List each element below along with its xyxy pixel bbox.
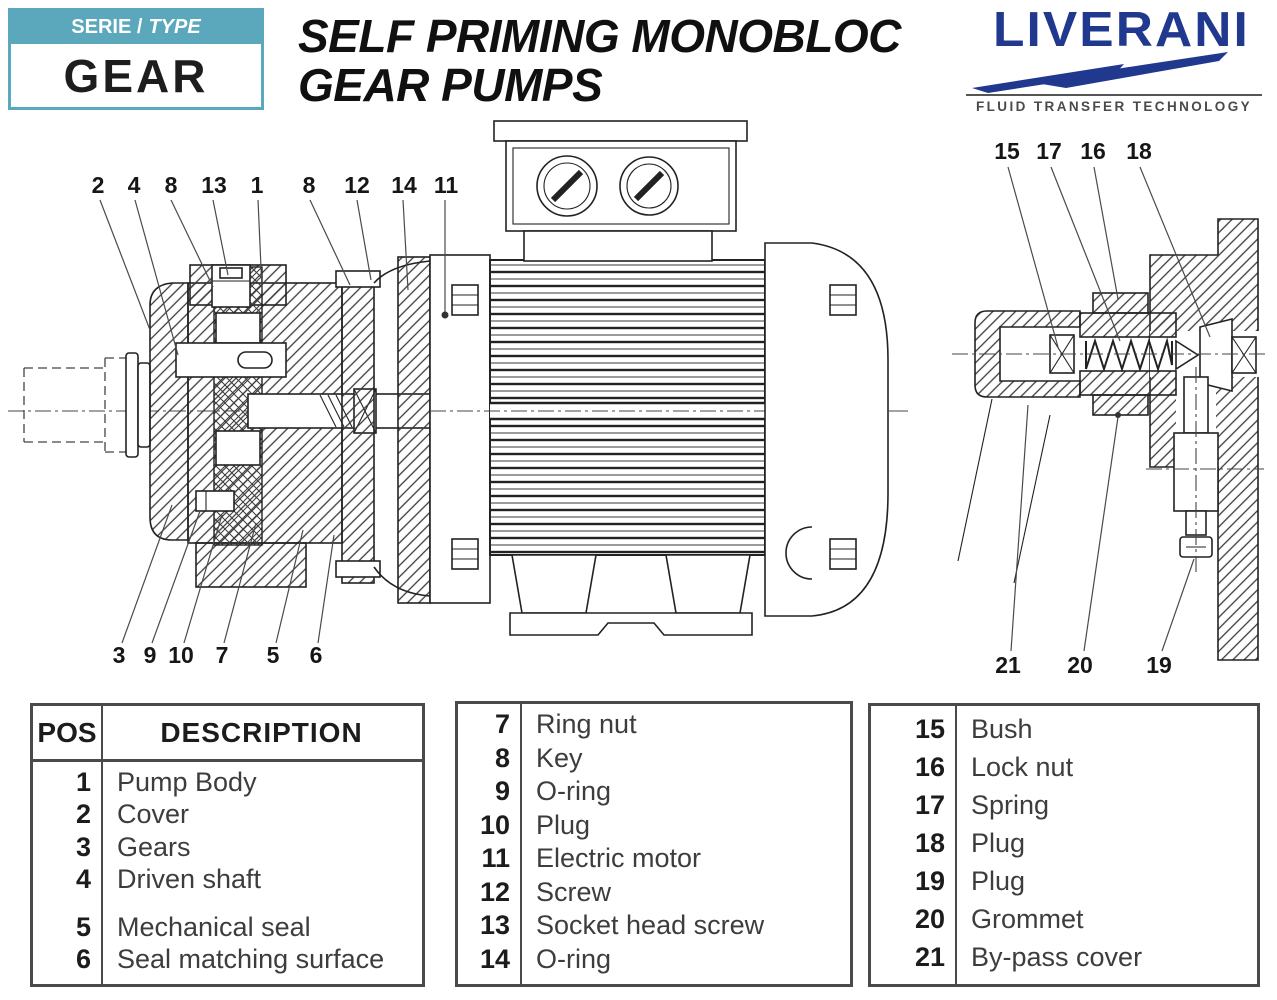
table-row xyxy=(871,904,1257,935)
desc-cell: Screw xyxy=(536,876,612,907)
table-row xyxy=(871,752,1257,783)
table-row xyxy=(33,912,422,943)
parts-table-3 xyxy=(868,703,1260,987)
table-row xyxy=(33,832,422,863)
callout-17: 17 xyxy=(1036,138,1062,164)
motor-feet xyxy=(510,555,752,635)
pos-cell: 9 xyxy=(494,776,510,807)
callout-7: 7 xyxy=(215,642,229,668)
pos-cell: 20 xyxy=(914,903,945,934)
table-row xyxy=(871,714,1257,745)
callout-1: 1 xyxy=(250,172,264,198)
desc-cell: Plug xyxy=(536,809,591,840)
table-row xyxy=(458,877,850,908)
table-row xyxy=(458,944,850,975)
table-row xyxy=(871,790,1257,821)
pump-flange-section xyxy=(342,277,374,583)
pos-cell: 7 xyxy=(494,709,510,740)
table-row xyxy=(33,944,422,975)
pos-cell: 4 xyxy=(75,863,91,894)
logo-tagline: FLUID TRANSFER TECHNOLOGY xyxy=(976,99,1252,114)
table-row xyxy=(458,843,850,874)
callout-20: 20 xyxy=(1067,652,1093,678)
callout-3: 3 xyxy=(112,642,126,668)
parts-table-1 xyxy=(30,703,425,987)
table-row xyxy=(458,743,850,774)
page-title-line1: SELF PRIMING MONOBLOC xyxy=(298,10,901,62)
desc-cell: Spring xyxy=(971,789,1050,820)
desc-cell: By-pass cover xyxy=(971,941,1143,972)
pos-cell: 11 xyxy=(481,843,510,874)
desc-cell: Cover xyxy=(117,799,190,830)
pos-cell: 10 xyxy=(479,809,510,840)
gear-gap-lower xyxy=(216,431,260,465)
logo-swoosh-icon xyxy=(966,50,1262,94)
table-row xyxy=(871,942,1257,973)
pos-cell: 6 xyxy=(75,944,91,975)
socket-head-screw xyxy=(212,265,250,307)
desc-cell: Plug xyxy=(971,865,1026,896)
callout-5: 5 xyxy=(266,642,280,668)
desc-cell: O-ring xyxy=(536,943,612,974)
table-row xyxy=(458,776,850,807)
table1-header xyxy=(33,706,422,762)
callout-18: 18 xyxy=(1126,138,1152,164)
valve-sleeve-bottom xyxy=(1080,371,1176,395)
electric-motor xyxy=(430,121,905,635)
table1-header-pos: POS xyxy=(37,716,97,748)
desc-cell: Seal matching surface xyxy=(117,944,385,975)
lock-nut-section xyxy=(1093,293,1148,313)
table1-header-desc: DESCRIPTION xyxy=(160,716,363,748)
desc-cell: Driven shaft xyxy=(117,863,262,894)
callout-2: 2 xyxy=(91,172,105,198)
table-row xyxy=(33,767,422,798)
desc-cell: Key xyxy=(536,742,583,773)
callout-14: 14 xyxy=(391,172,417,198)
table-row xyxy=(871,828,1257,859)
valve-sleeve-top xyxy=(1080,313,1176,337)
desc-cell: Mechanical seal xyxy=(117,911,311,942)
desc-cell: Plug xyxy=(971,827,1026,858)
grommet-section xyxy=(1093,395,1148,415)
callout-11: 11 xyxy=(433,172,459,198)
logo-wordmark: LIVERANI xyxy=(992,3,1250,57)
pos-cell: 12 xyxy=(479,876,510,907)
motor-flange-section xyxy=(398,257,430,603)
table1-rows xyxy=(33,762,422,984)
callout-12: 12 xyxy=(344,172,370,198)
pos-cell: 5 xyxy=(75,911,91,942)
pos-cell: 17 xyxy=(914,789,945,820)
table3-divider xyxy=(955,706,957,984)
desc-cell: O-ring xyxy=(536,776,612,807)
desc-cell: Socket head screw xyxy=(536,910,765,941)
pos-cell: 13 xyxy=(479,910,510,941)
pos-cell: 18 xyxy=(914,827,945,858)
table-row xyxy=(458,709,850,740)
cable-gland-right xyxy=(620,157,678,215)
desc-cell: Grommet xyxy=(971,903,1084,934)
table2-rows xyxy=(458,704,850,984)
pos-cell: 19 xyxy=(914,865,945,896)
callout-13: 13 xyxy=(201,172,227,198)
table-row xyxy=(458,810,850,841)
technical-drawing xyxy=(0,115,1277,690)
callout-16: 16 xyxy=(1080,138,1106,164)
pos-cell: 3 xyxy=(75,831,91,862)
table-row xyxy=(871,866,1257,897)
liverani-logo xyxy=(966,3,1262,118)
callout-19: 19 xyxy=(1146,652,1172,678)
motor-rear-cap xyxy=(765,243,888,616)
cable-gland-left xyxy=(537,156,597,216)
flange-screw-top xyxy=(336,271,380,287)
table-row xyxy=(33,799,422,830)
serie-value: GEAR xyxy=(63,49,209,102)
pos-cell: 21 xyxy=(914,941,945,972)
desc-cell: Lock nut xyxy=(971,751,1074,782)
page-title xyxy=(298,12,968,110)
table2-divider xyxy=(520,704,522,984)
desc-cell: Electric motor xyxy=(536,843,702,874)
bottom-plug xyxy=(196,491,234,511)
callout-8b: 8 xyxy=(302,172,316,198)
table3-rows xyxy=(871,706,1257,984)
logo-divider xyxy=(966,94,1262,96)
table-row xyxy=(458,910,850,941)
table1-divider xyxy=(101,706,103,984)
type-label: TYPE xyxy=(148,16,201,38)
pos-cell: 2 xyxy=(75,799,91,830)
pos-cell: 14 xyxy=(479,943,510,974)
callout-15: 15 xyxy=(994,138,1020,164)
desc-cell: Bush xyxy=(971,713,1033,744)
row-gap xyxy=(33,896,422,910)
pos-cell: 8 xyxy=(494,742,510,773)
callout-6: 6 xyxy=(309,642,323,668)
desc-cell: Ring nut xyxy=(536,709,637,740)
callout-8: 8 xyxy=(164,172,178,198)
gear-gap-upper xyxy=(216,313,260,343)
shaft-hidden-outline xyxy=(24,353,150,457)
parts-table-2 xyxy=(455,701,853,987)
body-contour-lines xyxy=(958,399,1050,583)
flange-screw-bottom xyxy=(336,561,380,577)
serie-label: SERIE / xyxy=(71,16,143,38)
pos-cell: 1 xyxy=(75,766,91,797)
serie-type-box xyxy=(8,8,264,110)
callout-9: 9 xyxy=(143,642,157,668)
pos-cell: 16 xyxy=(914,751,945,782)
terminal-box xyxy=(494,121,747,261)
main-view-pump-motor xyxy=(8,121,908,668)
serie-type-band xyxy=(11,11,261,44)
callout-10: 10 xyxy=(168,642,194,668)
detail-view-bypass-valve xyxy=(952,138,1268,678)
pos-cell: 15 xyxy=(914,713,945,744)
table-row xyxy=(33,864,422,895)
page-title-line2: GEAR PUMPS xyxy=(298,58,603,111)
callout-4: 4 xyxy=(127,172,141,198)
callout-21: 21 xyxy=(995,652,1021,678)
key-slot xyxy=(238,352,272,368)
desc-cell: Gears xyxy=(117,831,191,862)
desc-cell: Pump Body xyxy=(117,766,257,797)
